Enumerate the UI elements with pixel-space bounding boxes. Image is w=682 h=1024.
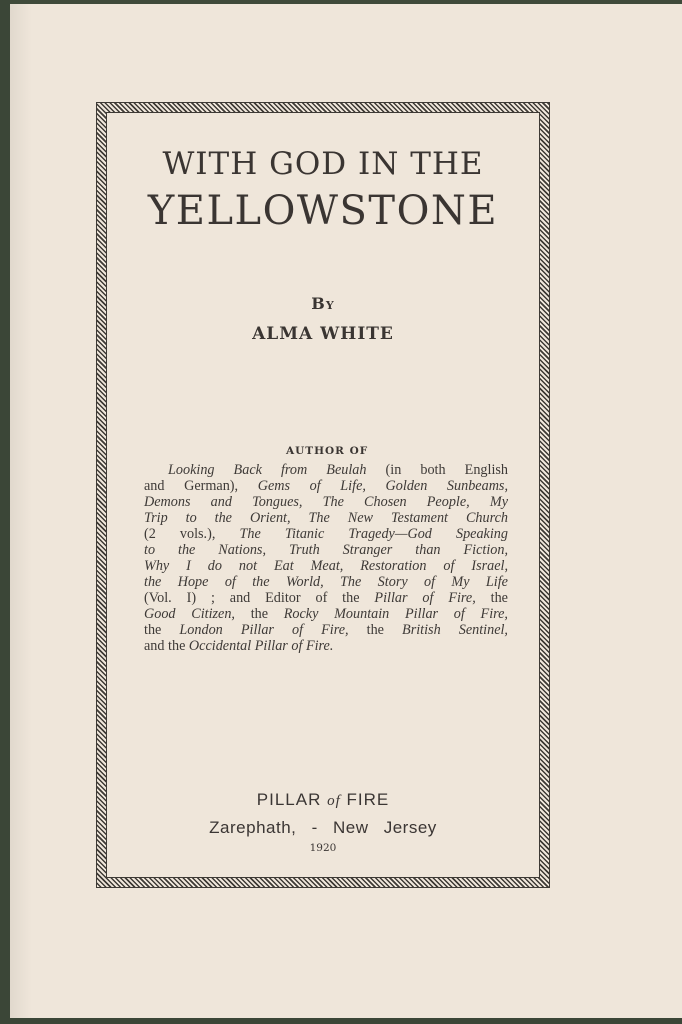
works-line: [144, 462, 508, 478]
works-line: [144, 526, 508, 542]
title-line-1: WITH GOD IN THE: [162, 146, 484, 182]
works-text: the: [234, 606, 284, 622]
works-line: [144, 478, 508, 494]
work-title: to the Nations, Truth Stranger than Fiction,: [144, 542, 508, 558]
work-title: Occidental Pillar of Fire.: [188, 638, 334, 654]
works-line: [144, 558, 508, 574]
works-line: [144, 622, 508, 638]
work-title: Pillar of Fire,: [374, 590, 476, 606]
publisher-place: Zarephath, - New Jersey: [209, 818, 437, 837]
works-line: [144, 510, 508, 526]
works-text: (in both English: [366, 462, 508, 478]
works-line: [144, 494, 508, 510]
publisher-name-part2: FIRE: [340, 790, 390, 809]
author-of-heading: AUTHOR OF: [286, 445, 369, 457]
works-text: and the: [144, 638, 189, 654]
work-title: Why I do not Eat Meat, Restoration of Israel,: [144, 558, 508, 574]
works-line: [144, 542, 508, 558]
author-name: ALMA WHITE: [252, 324, 394, 344]
works-text: the: [475, 590, 508, 606]
work-title: London Pillar of Fire,: [179, 622, 349, 638]
publisher-name-part1: PILLAR: [256, 790, 328, 809]
work-title: The Titanic Tragedy—God Speaking: [239, 526, 508, 542]
work-title: Trip to the Orient, The New Testament Church: [144, 510, 508, 526]
work-title: British Sentinel,: [402, 622, 508, 638]
publisher-name-of: of: [327, 793, 341, 809]
publication-year: 1920: [309, 842, 337, 854]
cover-edge: [0, 1018, 682, 1024]
title-line-2: YELLOWSTONE: [147, 188, 499, 234]
work-title: Demons and Tongues, The Chosen People, My: [144, 494, 508, 510]
works-line: [144, 606, 508, 622]
publisher-name: [106, 790, 540, 810]
work-title: Looking Back from Beulah: [168, 462, 367, 478]
works-text: (Vol. I) ; and Editor of the: [144, 590, 375, 606]
byline-by: By: [311, 294, 335, 313]
work-title: Good Citizen,: [144, 606, 235, 622]
book-spine-edge: [0, 0, 10, 1024]
works-text: the: [348, 622, 403, 638]
works-text: the: [144, 622, 180, 638]
works-list: [144, 462, 508, 654]
works-text: (2 vols.),: [144, 526, 240, 542]
work-title: Gems of Life, Golden Sunbeams,: [257, 478, 509, 494]
works-line: [144, 574, 508, 590]
works-text: and German),: [144, 478, 258, 494]
work-title: Rocky Mountain Pillar of Fire,: [283, 606, 508, 622]
works-line: [144, 590, 508, 606]
work-title: the Hope of the World, The Story of My Life: [144, 574, 508, 590]
works-line: [144, 638, 508, 654]
